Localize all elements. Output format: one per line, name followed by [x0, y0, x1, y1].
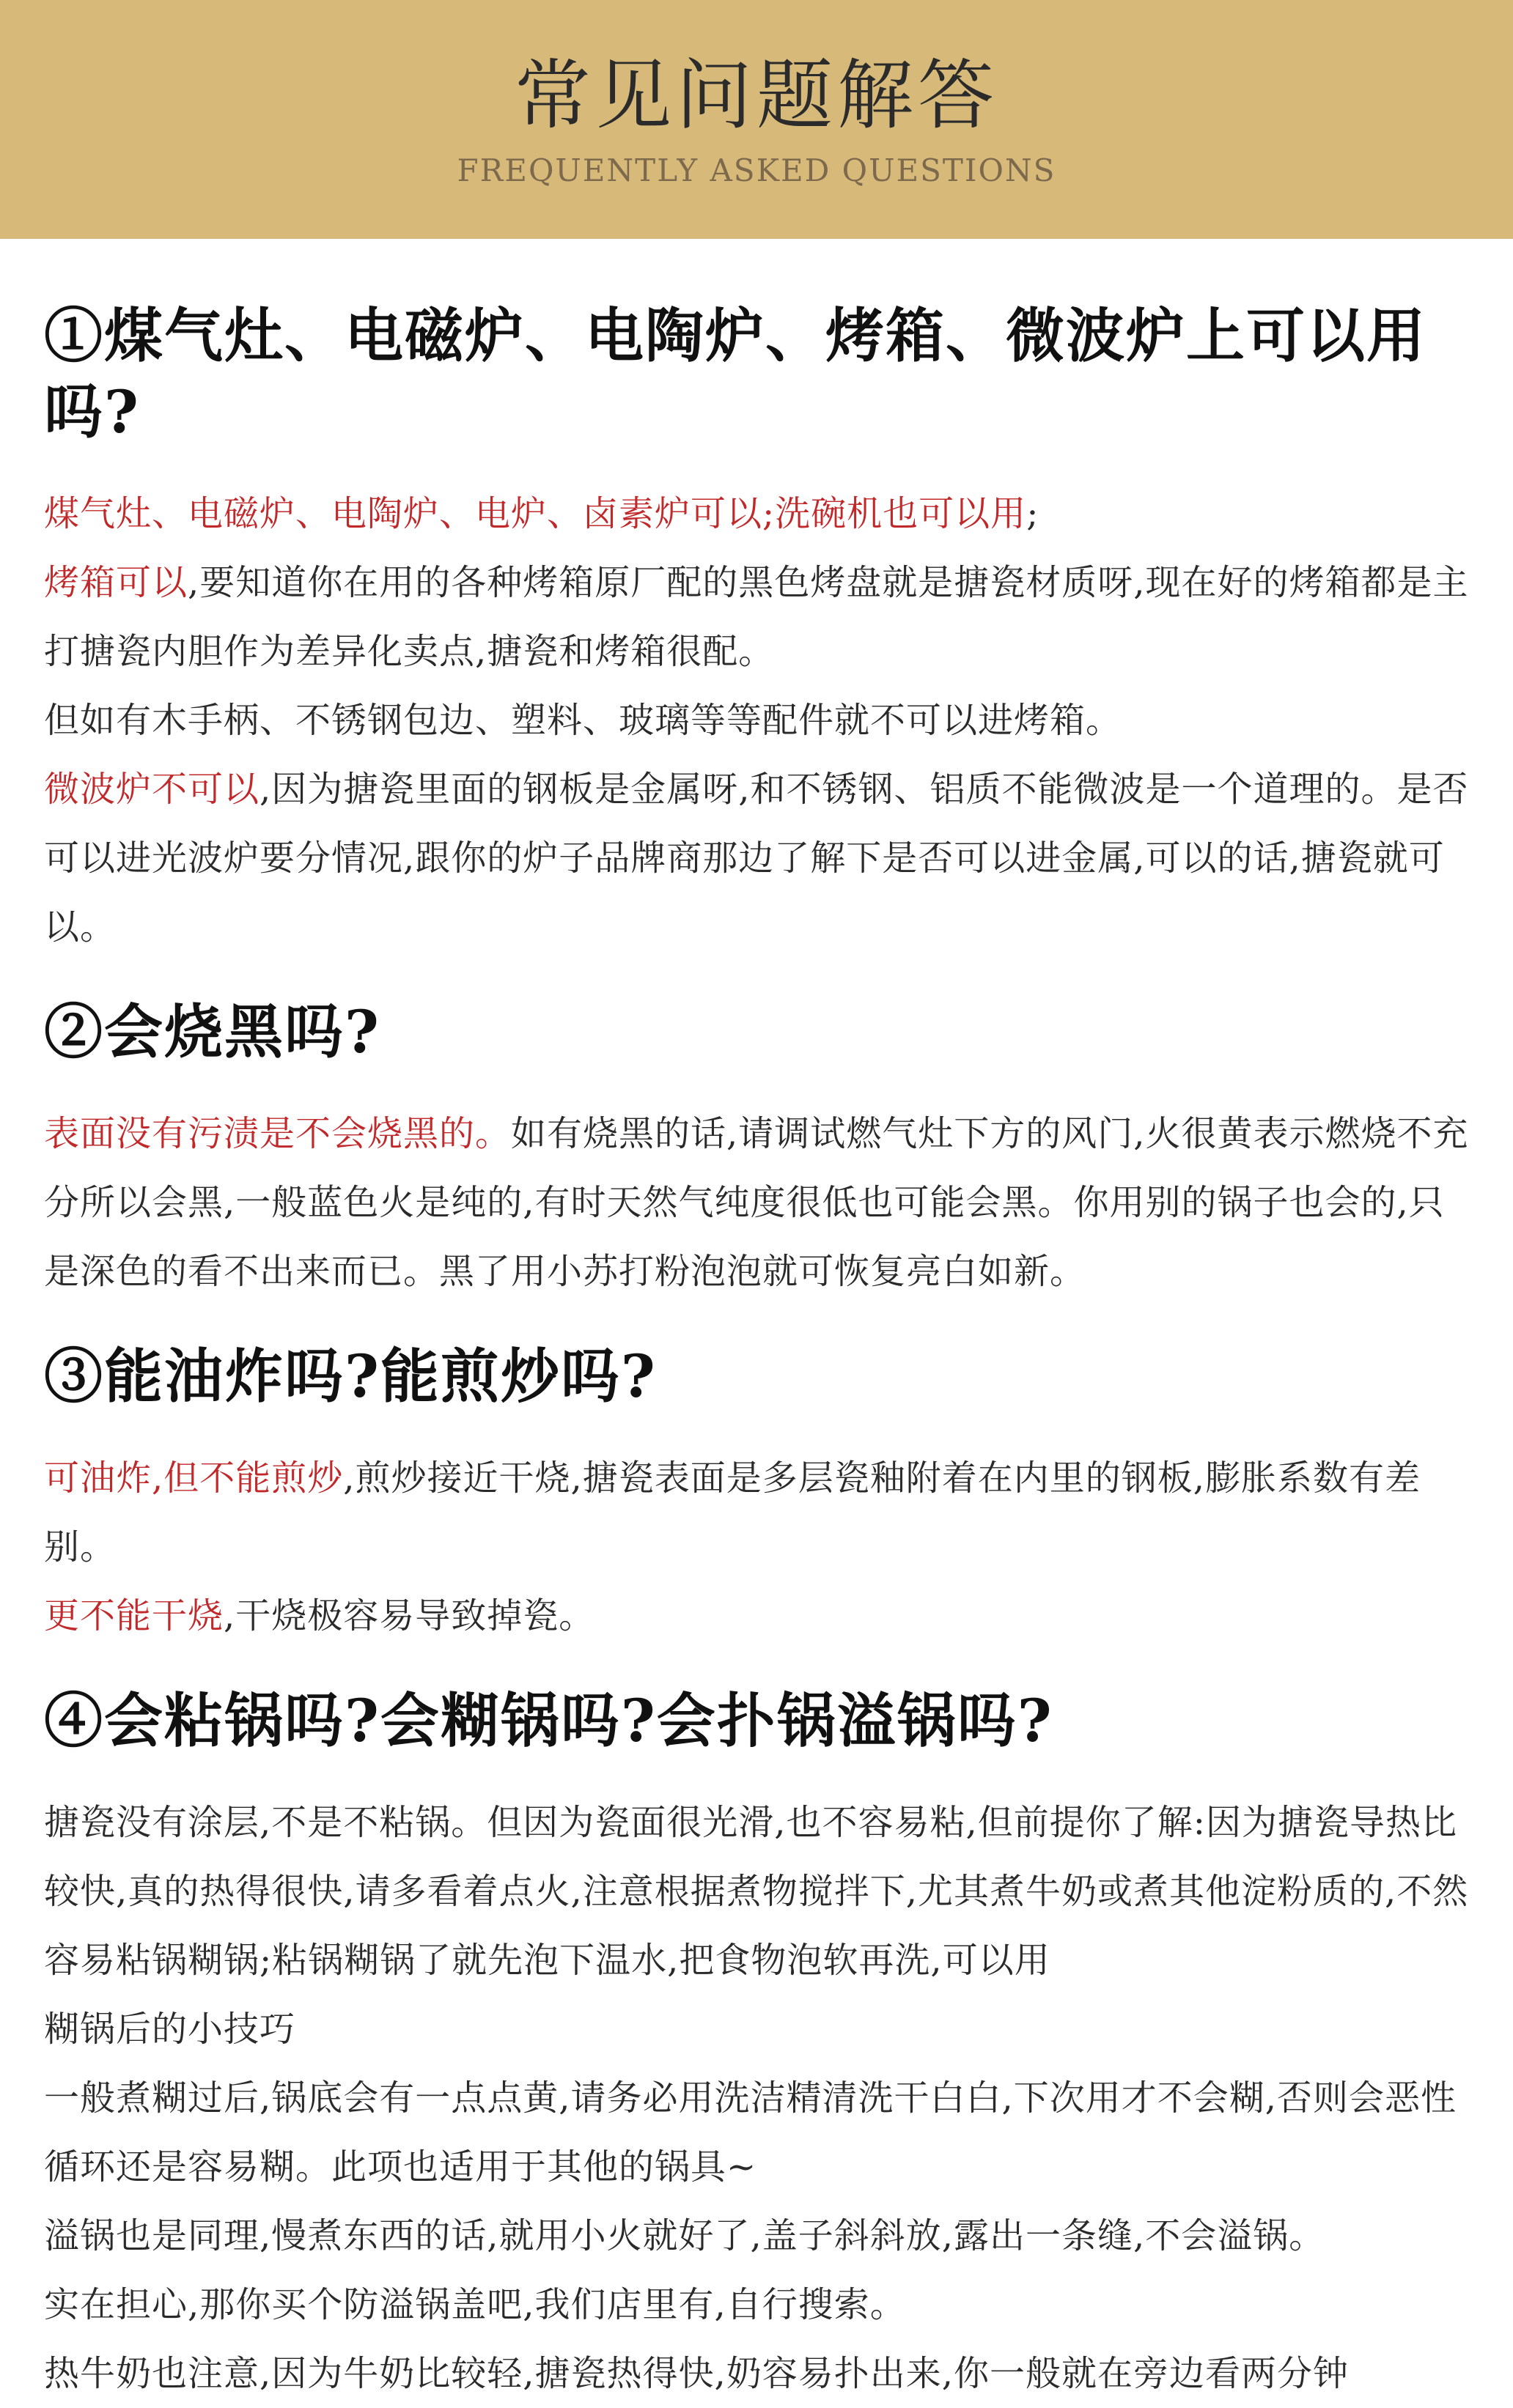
answer-text: 溢锅也是同理,慢煮东西的话,就用小火就好了,盖子斜斜放,露出一条缝,不会溢锅。 [44, 2215, 1325, 2256]
faq-answer-paragraph [44, 2270, 1469, 2339]
faq-answer-paragraph [44, 2201, 1469, 2270]
answer-highlight: 微波炉不可以 [44, 769, 260, 810]
faq-section-3 [44, 1338, 1469, 1650]
faq-question: ④会粘锅吗?会糊锅吗?会扑锅溢锅吗? [44, 1686, 1053, 1755]
header-banner [0, 0, 1513, 239]
answer-text: 但如有木手柄、不锈钢包边、塑料、玻璃等等配件就不可以进烤箱。 [44, 700, 1122, 741]
faq-answer-paragraph [44, 1581, 1469, 1650]
answer-text: 实在担心,那你买个防溢锅盖吧,我们店里有,自行搜索。 [44, 2284, 906, 2325]
faq-section-1 [44, 298, 1469, 961]
faq-answer-paragraph [44, 686, 1469, 755]
faq-answer-paragraph [44, 1444, 1469, 1581]
answer-text: ,因为搪瓷里面的钢板是金属呀,和不锈钢、铝质不能微波是一个道理的。是否可以进光波炉要分情况,跟你的炉子品牌商那边了解下是否可以进金属,可以的话,搪瓷就可以。 [44, 769, 1469, 948]
answer-highlight: 烤箱可以 [44, 562, 188, 603]
faq-answer-paragraph [44, 755, 1469, 961]
faq-section-2 [44, 994, 1469, 1306]
faq-answer-paragraph [44, 2339, 1469, 2408]
answer-text: ; [1026, 493, 1039, 534]
answer-highlight: 表面没有污渍是不会烧黑的。 [44, 1113, 512, 1154]
answer-text: 糊锅后的小技巧 [44, 2009, 296, 2050]
page-title: 常见问题解答 [514, 51, 998, 140]
answer-text: 搪瓷没有涂层,不是不粘锅。但因为瓷面很光滑,也不容易粘,但前提你了解:因为搪瓷导热比较快,真的热得很快,请多看着点火,注意根据煮物搅拌下,尤其煮牛奶或煮其他淀粉质的,不然容易粘锅糊锅;粘锅糊锅了就先泡下温水,把食物泡软再洗,可以用 [44, 1802, 1469, 1981]
answer-text: ,煎炒接近干烧,搪瓷表面是多层瓷釉附着在内里的钢板,膨胀系数有差别。 [44, 1458, 1421, 1567]
faq-answer-paragraph [44, 1099, 1469, 1306]
faq-section-4 [44, 1683, 1469, 2408]
answer-text: 热牛奶也注意,因为牛奶比较轻,搪瓷热得快,奶容易扑出来,你一般就在旁边看两分钟 [44, 2353, 1350, 2394]
answer-text: 一般煮糊过后,锅底会有一点点黄,请务必用洗洁精清洗干白白,下次用才不会糊,否则会恶性循环还是容易糊。此项也适用于其他的锅具~ [44, 2078, 1457, 2187]
faq-question: ③能油炸吗?能煎炒吗? [44, 1342, 657, 1411]
answer-text: ,干烧极容易导致掉瓷。 [224, 1595, 595, 1636]
faq-answer-paragraph [44, 479, 1469, 548]
answer-text: 如有烧黑的话,请调试燃气灶下方的风门,火很黄表示燃烧不充分所以会黑,一般蓝色火是纯的,有时天然气纯度很低也可能会黑。你用别的锅子也会的,只是深色的看不出来而已。黑了用小苏打粉泡泡就可恢复亮白如新。 [44, 1113, 1469, 1292]
faq-content [0, 239, 1513, 2408]
page-subtitle: FREQUENTLY ASKED QUESTIONS [457, 152, 1056, 188]
faq-answer-paragraph [44, 2064, 1469, 2201]
answer-highlight: 更不能干烧 [44, 1595, 224, 1636]
faq-answer-paragraph [44, 1788, 1469, 1995]
faq-answer-paragraph [44, 548, 1469, 686]
faq-question: ①煤气灶、电磁炉、电陶炉、烤箱、微波炉上可以用吗? [44, 301, 1427, 446]
answer-text: ,要知道你在用的各种烤箱原厂配的黑色烤盘就是搪瓷材质呀,现在好的烤箱都是主打搪瓷内胆作为差异化卖点,搪瓷和烤箱很配。 [44, 562, 1469, 672]
answer-highlight: 煤气灶、电磁炉、电陶炉、电炉、卤素炉可以;洗碗机也可以用 [44, 493, 1027, 534]
faq-answer-paragraph [44, 1995, 1469, 2064]
answer-highlight: 可油炸,但不能煎炒 [44, 1458, 344, 1499]
faq-question: ②会烧黑吗? [44, 997, 380, 1066]
